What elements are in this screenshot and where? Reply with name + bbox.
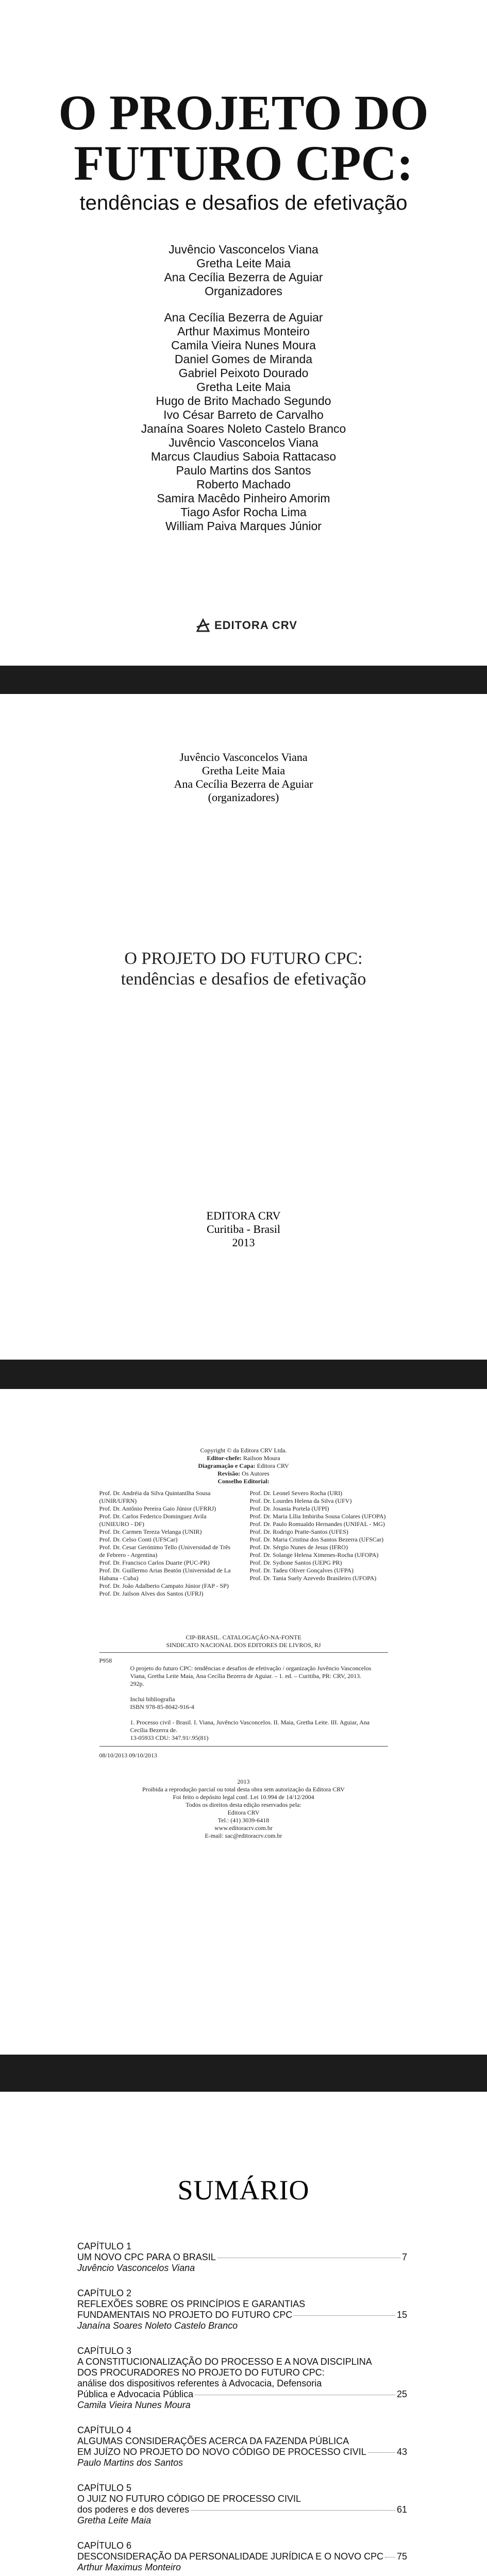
toc-entry — [77, 2483, 407, 2526]
cip-line: 13-05933 CDU: 347.91/.95(81) — [130, 1734, 209, 1741]
council-member: Prof. Dr. Josania Portela (UFPI) — [249, 1505, 329, 1512]
toc-entry — [77, 2425, 407, 2468]
council-member: Prof. Dr. Tadeu Oliver Gonçalves (UFPA) — [249, 1567, 354, 1574]
author-name: Daniel Gomes de Miranda — [174, 352, 313, 366]
cip-line: O projeto do futuro CPC: tendências e desafios de efetivação / organização Juvêncio Vasconcelos Viana, Gretha Leite Maia, Ana Cecília Bezerra de Aguiar. – 1. ed. – Curitiba, PR: CRV, 2013. — [130, 1665, 372, 1680]
council-member: Prof. Dr. Paulo Romualdo Hernandes (UNIFAL - MG) — [249, 1520, 385, 1528]
author-name: Tiago Asfor Rocha Lima — [180, 505, 307, 519]
author-name: William Paiva Marques Júnior — [165, 519, 322, 533]
chapter-author: Janaína Soares Noleto Castelo Branco — [77, 2320, 238, 2331]
chapter-title: REFLEXÕES SOBRE OS PRINCÍPIOS E GARANTIAS — [77, 2299, 306, 2309]
copyright-page — [0, 1389, 487, 2055]
copyright-footer — [0, 1778, 487, 1840]
chapter-title: FUNDAMENTAIS NO PROJETO DO FUTURO CPC — [77, 2310, 293, 2320]
title-page-imprint — [0, 1209, 487, 1249]
author-name: Samira Macêdo Pinheiro Amorim — [157, 492, 330, 505]
council-label: Conselho Editorial: — [217, 1478, 270, 1485]
footer-line: Editora CRV — [227, 1809, 260, 1816]
leader-dots — [368, 2452, 395, 2453]
footer-line: Foi feito o depósito legal conf. Lei 10.994 de 14/12/2004 — [173, 1793, 314, 1801]
chapter-author: Juvêncio Vasconcelos Viana — [77, 2263, 195, 2273]
council-member: Prof. Dr. João Adalberto Campato Júnior (FAP - SP) — [99, 1582, 229, 1589]
footer-line: Proibida a reprodução parcial ou total desta obra sem autorização da Editora CRV — [142, 1786, 345, 1793]
chapter-number: CAPÍTULO 6 — [77, 2540, 132, 2551]
toc-entry — [77, 2241, 407, 2274]
council-member: Prof. Dr. Cesar Gerónimo Tello (Universidad de Três de Febrero - Argentina) — [99, 1544, 231, 1558]
editorial-council — [99, 1489, 388, 1598]
publication-year: 2013 — [232, 1236, 255, 1249]
design-label: Diagramação e Capa: — [198, 1462, 256, 1469]
council-member: Prof. Dr. Celso Conti (UFSCar) — [99, 1536, 178, 1543]
organizers-label: (organizadores) — [208, 791, 279, 804]
author-name: Camila Vieira Nunes Moura — [171, 338, 316, 352]
council-member: Prof. Dr. Carlos Federico Dominguez Avila (UNIEURO - DF) — [99, 1513, 207, 1528]
cip-heading — [0, 1634, 487, 1649]
cover-page — [0, 0, 487, 666]
chapter-title: A CONSTITUCIONALIZAÇÃO DO PROCESSO E A NOVA DISCIPLINA — [77, 2357, 372, 2367]
author-name: Hugo de Brito Machado Segundo — [156, 394, 331, 408]
organizer-name: Ana Cecília Bezerra de Aguiar — [164, 270, 323, 284]
toc-entry — [77, 2346, 407, 2411]
chapter-title-line — [77, 2389, 407, 2400]
leader-dots — [294, 2315, 395, 2316]
editor-label: Editor-chefe: — [207, 1454, 242, 1462]
chapter-title: Pública e Advocacia Pública — [77, 2389, 194, 2399]
editora-crv-logo-icon — [196, 618, 210, 633]
cip-title: CIP-BRASIL. CATALOGAÇÃO-NA-FONTE — [186, 1634, 301, 1641]
book-title: O PROJETO DO FUTURO CPC: — [124, 949, 363, 968]
author-name: Janaína Soares Noleto Castelo Branco — [141, 422, 346, 435]
council-member: Prof. Dr. Sydione Santos (UEPG PR) — [249, 1559, 342, 1566]
council-member: Prof. Dr. Jailson Alves dos Santos (UFRJ) — [99, 1590, 204, 1597]
cip-subtitle: SINDICATO NACIONAL DOS EDITORES DE LIVROS, RJ — [166, 1641, 321, 1649]
design-name: Editora CRV — [257, 1462, 289, 1469]
council-member: Prof. Dr. Maria Cristina dos Santos Bezerra (UFSCar) — [249, 1536, 384, 1543]
toc-entry — [77, 2288, 407, 2331]
author-name: Juvêncio Vasconcelos Viana — [169, 436, 318, 449]
council-member: Prof. Dr. Solange Helena Ximenes-Rocha (UFOPA) — [249, 1551, 379, 1558]
cip-line: ISBN 978-85-8042-916-4 — [130, 1703, 194, 1710]
author-name: Ana Cecília Bezerra de Aguiar — [164, 311, 323, 324]
chapter-title: análise dos dispositivos referentes à Advocacia, Defensoria — [77, 2378, 322, 2388]
page-number: 43 — [396, 2447, 407, 2457]
chapter-title-line — [77, 2310, 407, 2320]
author-name: Marcus Claudius Saboia Rattacaso — [150, 450, 337, 463]
organizer-name: Juvêncio Vasconcelos Viana — [169, 243, 318, 256]
toc-entry — [77, 2540, 407, 2573]
cip-line: 1. Processo civil - Brasil. I. Viana, Juvêncio Vasconcelos. II. Maia, Gretha Leite. III. Aguiar, Ana Cecília Bezerra de. — [130, 1719, 370, 1734]
review-line — [0, 1470, 487, 1478]
page-number: 75 — [396, 2551, 407, 2562]
design-line — [0, 1462, 487, 1470]
chapter-title-line — [77, 2551, 407, 2562]
toc-list — [77, 2241, 407, 2576]
chapter-title: DOS PROCURADORES NO PROJETO DO FUTURO CPC: — [77, 2367, 325, 2378]
chapter-title-line — [77, 2447, 407, 2458]
organizer-name: Gretha Leite Maia — [196, 257, 291, 270]
council-member: Prof. Dr. Rodrigo Pratte-Santos (UFES) — [249, 1528, 348, 1535]
editor-name: Railson Moura — [243, 1454, 280, 1462]
page-number: 25 — [396, 2389, 407, 2399]
footer-line: www.editoracrv.com.br — [214, 1824, 273, 1832]
chapter-title: O JUIZ NO FUTURO CÓDIGO DE PROCESSO CIVIL — [77, 2494, 301, 2504]
chapter-title: DESCONSIDERAÇÃO DA PERSONALIDADE JURÍDICA E O NOVO CPC — [77, 2551, 384, 2562]
editor-line — [0, 1454, 487, 1462]
page-number: 61 — [396, 2504, 407, 2515]
organizers-label: Organizadores — [205, 284, 282, 298]
council-member: Prof. Dr. Leonel Severo Rocha (URI) — [249, 1489, 343, 1497]
footer-line: E-mail: sac@editoracrv.com.br — [205, 1832, 282, 1839]
author-name: Gabriel Peixoto Dourado — [178, 366, 309, 380]
cip-dates: 08/10/2013 09/10/2013 — [99, 1752, 157, 1759]
copyright-line: Copyright © da Editora CRV Ltda. — [200, 1447, 287, 1454]
author-name: Paulo Martins dos Santos — [176, 464, 311, 477]
publisher-name: EDITORA CRV — [206, 1209, 281, 1222]
chapter-title: ALGUMAS CONSIDERAÇÕES ACERCA DA FAZENDA PÚBLICA — [77, 2436, 349, 2446]
cip-line: Inclui bibliografia — [130, 1696, 175, 1703]
council-member: Prof. Dr. Antônio Pereira Gaio Júnior (UFRRJ) — [99, 1505, 216, 1512]
cover-subtitle: tendências e desafios de efetivação — [79, 192, 408, 214]
chapter-number: CAPÍTULO 2 — [77, 2288, 132, 2298]
publisher-name: EDITORA CRV — [214, 619, 297, 632]
title-page — [0, 694, 487, 1360]
cip-line: 292p. — [130, 1680, 144, 1687]
chapter-author: Paulo Martins dos Santos — [77, 2458, 183, 2468]
council-member: Prof. Dr. Francisco Carlos Duarte (PUC-PR) — [99, 1559, 210, 1566]
author-name: Arthur Maximus Monteiro — [177, 325, 310, 338]
cover-title-line: FUTURO CPC: — [74, 135, 413, 191]
toc-page-1 — [0, 2092, 487, 2576]
cip-code: P958 — [99, 1657, 112, 1664]
copyright-header — [0, 1447, 487, 1485]
chapter-number: CAPÍTULO 1 — [77, 2241, 132, 2251]
council-member: Prof. Dr. Lourdes Helena da Silva (UFV) — [249, 1497, 352, 1504]
title-page-organizers — [0, 751, 487, 804]
council-member: Prof. Dr. Carmen Tereza Velanga (UNIR) — [99, 1528, 202, 1535]
chapter-author: Gretha Leite Maia — [77, 2515, 152, 2526]
council-member: Prof. Dr. Tania Suely Azevedo Brasileiro (UFOPA) — [249, 1574, 377, 1582]
chapter-title-line — [77, 2504, 407, 2515]
book-subtitle: tendências e desafios de efetivação — [121, 970, 366, 989]
leader-dots — [191, 2510, 395, 2511]
council-member: Prof. Dr. Andréia da Silva Quintanilha Sousa (UNIR/UFRN) — [99, 1489, 211, 1504]
page-number: 15 — [396, 2310, 407, 2320]
author-name: Ivo César Barreto de Carvalho — [163, 408, 324, 421]
footer-line: Tel.: (41) 3039-6418 — [217, 1817, 270, 1824]
council-member: Prof. Dr. Maria Lília Imbiriba Sousa Colares (UFOPA) — [249, 1513, 386, 1520]
cover-organizers — [0, 243, 487, 298]
chapter-author: Arthur Maximus Monteiro — [77, 2562, 181, 2572]
organizer-name: Gretha Leite Maia — [201, 764, 286, 777]
chapter-number: CAPÍTULO 5 — [77, 2483, 132, 2493]
publisher-logo — [196, 618, 297, 633]
copyright-year: 2013 — [237, 1778, 250, 1785]
review-name: Os Autores — [242, 1470, 270, 1477]
author-name: Roberto Machado — [196, 478, 291, 491]
title-page-title — [0, 948, 487, 990]
toc-title: SUMÁRIO — [177, 2175, 310, 2206]
cover-authors — [0, 311, 487, 533]
page-number: 7 — [401, 2252, 407, 2262]
cover-title-line: O PROJETO DO — [58, 85, 429, 140]
chapter-title-line — [77, 2252, 407, 2263]
cip-record — [99, 1652, 388, 1747]
chapter-title: UM NOVO CPC PARA O BRASIL — [77, 2252, 216, 2262]
council-member: Prof. Dr. Sérgio Nunes de Jesus (IFRO) — [249, 1544, 348, 1551]
cip-line — [130, 1688, 388, 1696]
cip-line — [130, 1711, 388, 1719]
author-name: Gretha Leite Maia — [196, 380, 291, 394]
footer-line: Todos os direitos desta edição reservados pela: — [186, 1801, 301, 1808]
chapter-title: dos poderes e dos deveres — [77, 2504, 190, 2515]
organizer-name: Juvêncio Vasconcelos Viana — [179, 751, 308, 764]
review-label: Revisão: — [217, 1470, 241, 1477]
organizer-name: Ana Cecília Bezerra de Aguiar — [174, 777, 313, 790]
chapter-number: CAPÍTULO 3 — [77, 2346, 132, 2356]
council-member: Prof. Dr. Guillermo Arias Beatón (Universidad de La Habana - Cuba) — [99, 1567, 231, 1582]
chapter-number: CAPÍTULO 4 — [77, 2425, 132, 2435]
cip-record-body — [99, 1665, 388, 1742]
chapter-author: Camila Vieira Nunes Moura — [77, 2400, 191, 2410]
cover-title — [0, 85, 487, 191]
council-column-left — [99, 1489, 238, 1598]
publisher-city: Curitiba - Brasil — [207, 1223, 280, 1235]
chapter-title: EM JUÍZO NO PROJETO DO NOVO CÓDIGO DE PROCESSO CIVIL — [77, 2447, 366, 2457]
council-column-right — [250, 1489, 388, 1598]
